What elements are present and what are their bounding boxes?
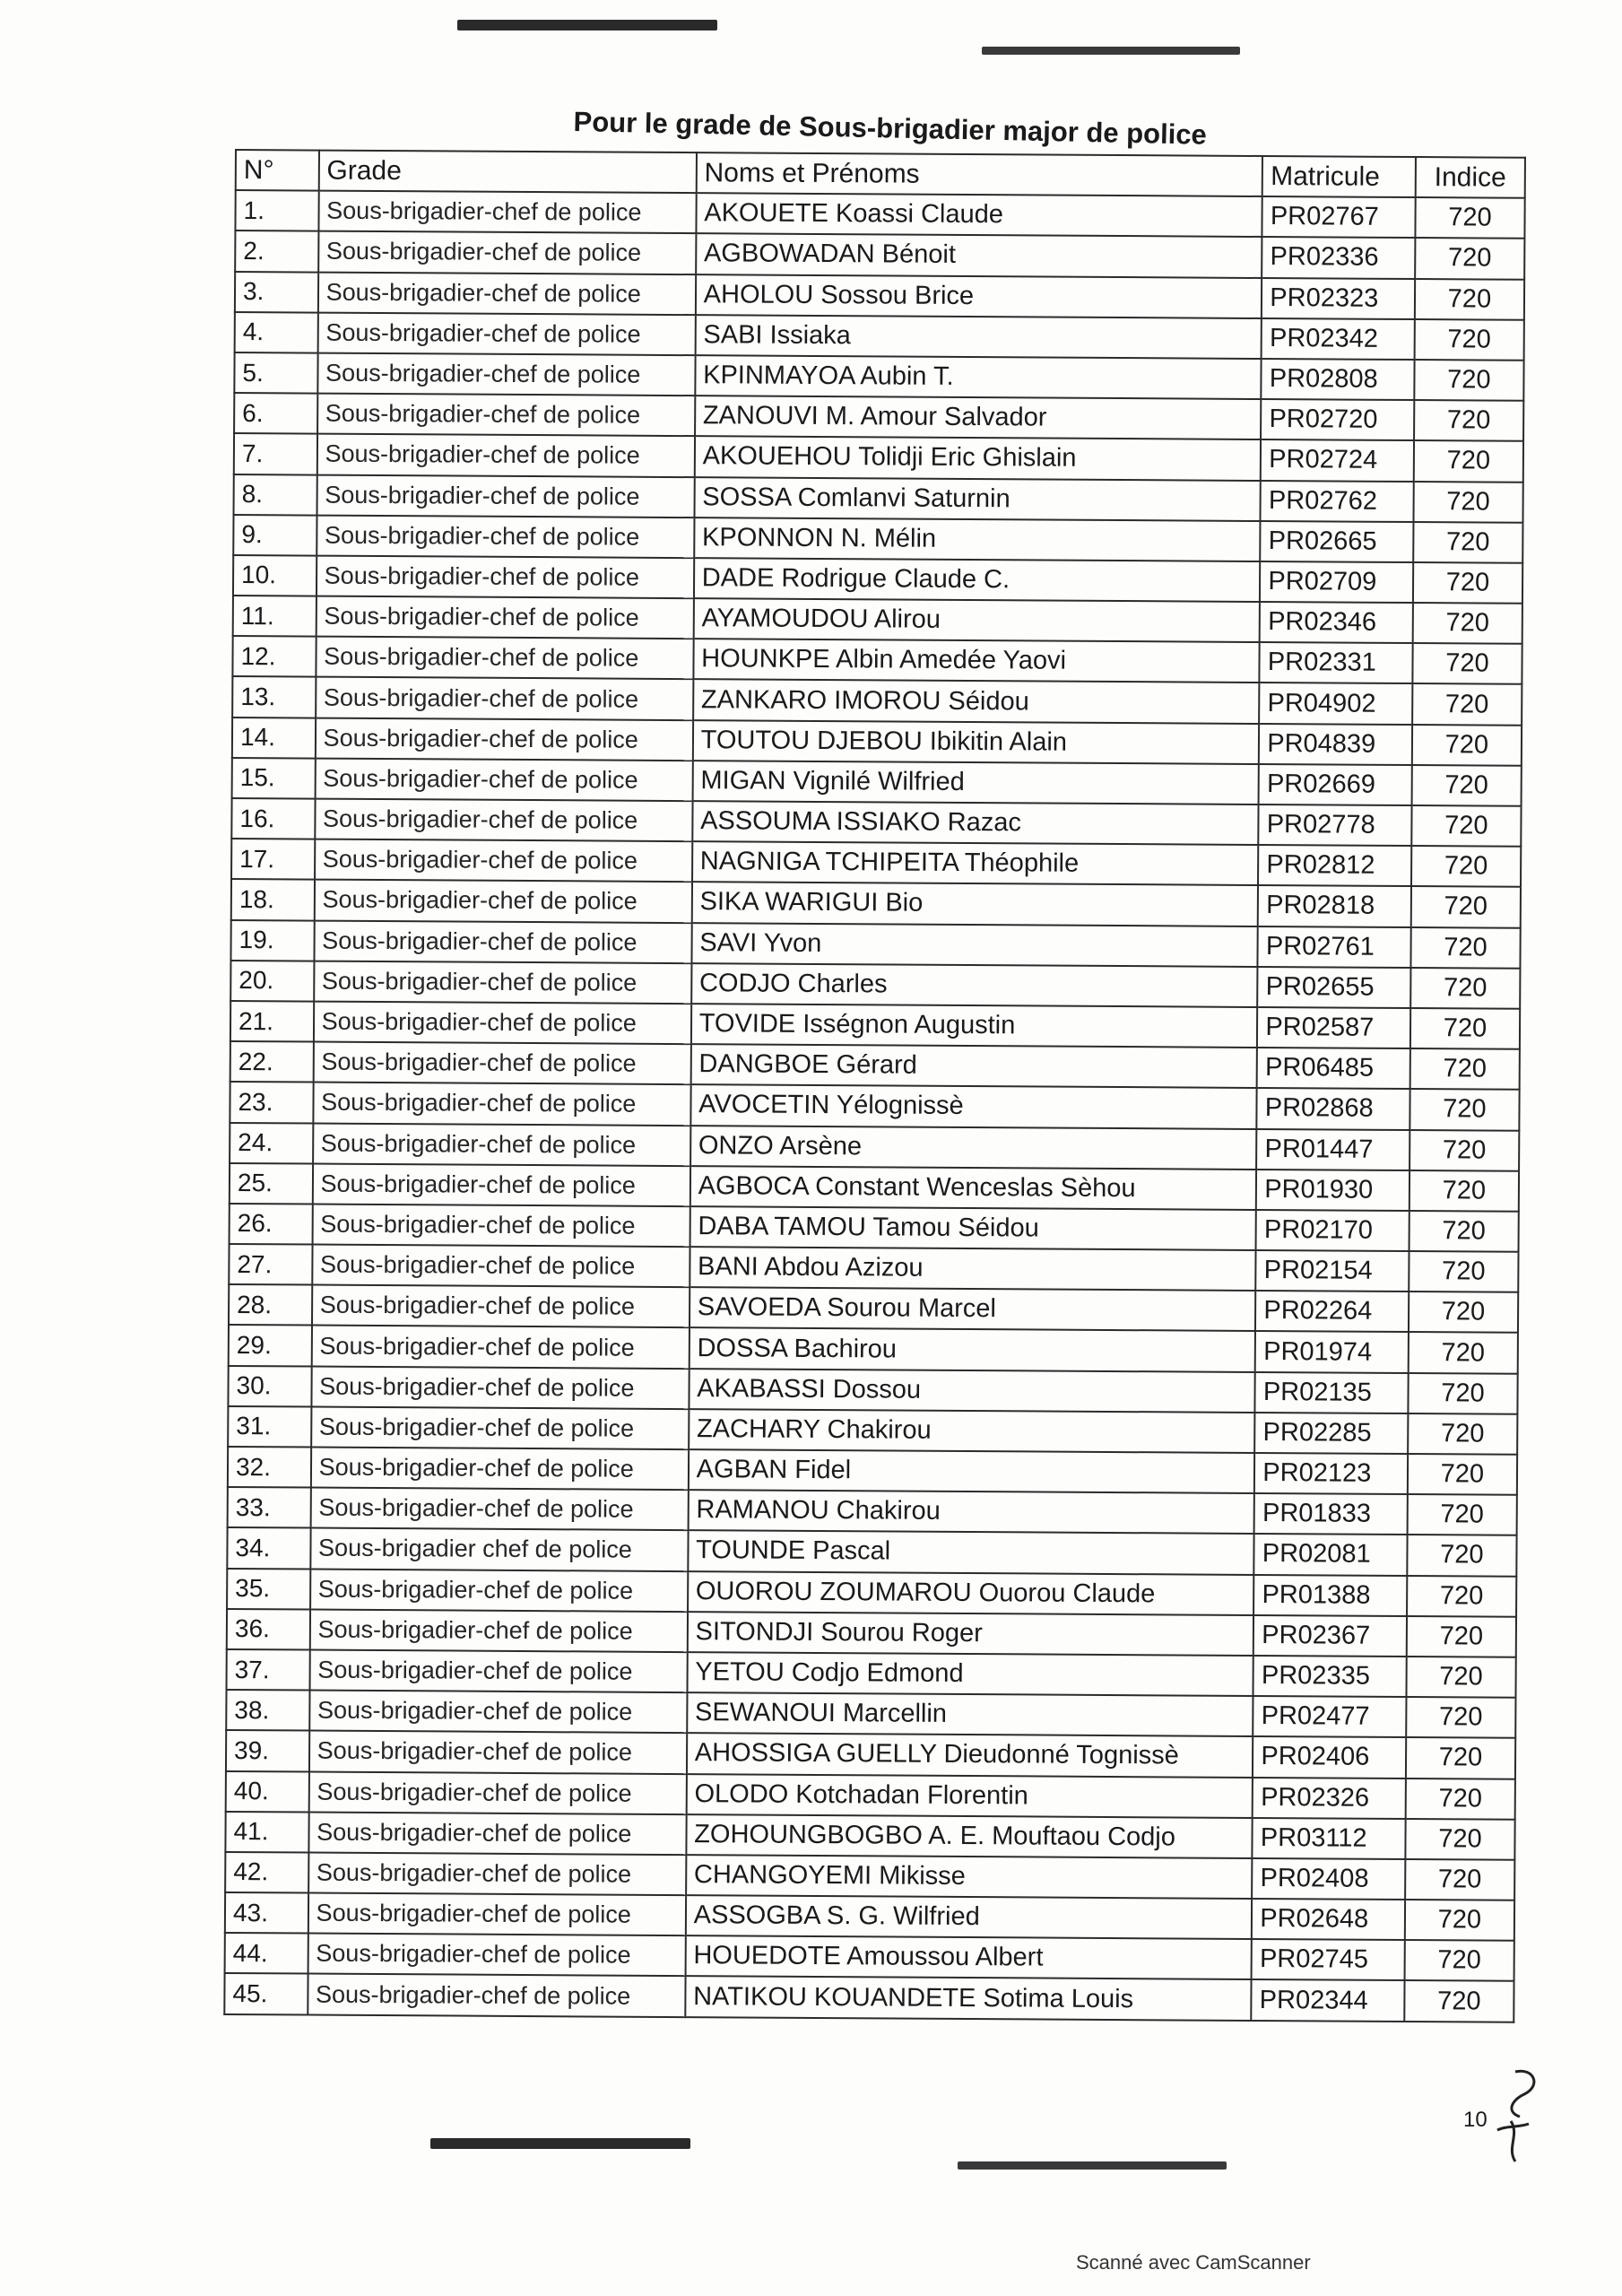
row-number: 40. <box>226 1770 309 1812</box>
row-number: 11. <box>233 596 317 637</box>
row-name: SAVOEDA Sourou Marcel <box>690 1287 1256 1331</box>
row-indice: 720 <box>1409 1048 1519 1090</box>
row-indice: 720 <box>1406 1657 1515 1698</box>
row-grade: Sous-brigadier-chef de police <box>316 596 693 639</box>
row-indice: 720 <box>1405 1900 1514 1941</box>
row-grade: Sous-brigadier-chef de police <box>314 961 691 1004</box>
row-matricule: PR02326 <box>1253 1777 1406 1818</box>
row-indice: 720 <box>1409 1251 1518 1292</box>
row-grade: Sous-brigadier-chef de police <box>315 799 692 842</box>
row-name: KPONNON N. Mélin <box>694 517 1261 561</box>
row-matricule: PR02745 <box>1252 1939 1405 1980</box>
row-indice: 720 <box>1412 643 1522 684</box>
row-number: 6. <box>234 393 317 434</box>
row-indice: 720 <box>1407 1494 1516 1535</box>
row-name: DOSSA Bachirou <box>689 1328 1255 1372</box>
table-body <box>224 190 1524 2022</box>
row-grade: Sous-brigadier-chef de police <box>312 1163 690 1206</box>
row-name: AKOUETE Koassi Claude <box>696 193 1262 237</box>
row-matricule: PR02323 <box>1262 278 1415 319</box>
top-left-marker <box>457 20 717 30</box>
row-grade: Sous-brigadier-chef de police <box>308 1852 686 1895</box>
row-grade: Sous-brigadier-chef de police <box>315 718 692 761</box>
row-indice: 720 <box>1411 765 1521 806</box>
row-number: 9. <box>233 515 317 556</box>
row-name: ZANOUVI M. Amour Salvador <box>695 396 1262 439</box>
row-indice: 720 <box>1411 886 1521 927</box>
row-name: AVOCETIN Yélognissè <box>690 1084 1257 1128</box>
row-name: ZANKARO IMOROU Séidou <box>693 680 1260 724</box>
row-indice: 720 <box>1410 1008 1520 1049</box>
row-grade: Sous-brigadier-chef de police <box>312 1245 690 1288</box>
row-number: 8. <box>234 474 317 515</box>
row-grade: Sous-brigadier-chef de police <box>312 1285 690 1328</box>
row-indice: 720 <box>1407 1616 1516 1657</box>
promotion-table <box>223 149 1526 2022</box>
row-number: 5. <box>234 352 317 394</box>
row-matricule: PR02342 <box>1262 318 1415 360</box>
row-grade: Sous-brigadier-chef de police <box>312 1204 690 1247</box>
row-name: AGBOCA Constant Wenceslas Sèhou <box>690 1166 1257 1210</box>
row-indice: 720 <box>1409 1292 1518 1333</box>
row-number: 35. <box>227 1569 310 1610</box>
header-grade: Grade <box>318 151 696 194</box>
row-indice: 720 <box>1413 603 1522 644</box>
row-name: TOVIDE Isségnon Augustin <box>691 1004 1258 1048</box>
row-matricule: PR02336 <box>1262 237 1415 278</box>
row-indice: 720 <box>1411 846 1521 887</box>
row-grade: Sous-brigadier-chef de police <box>314 920 691 963</box>
row-indice: 720 <box>1415 197 1524 239</box>
row-grade: Sous-brigadier-chef de police <box>317 515 694 558</box>
row-matricule: PR01447 <box>1256 1128 1409 1170</box>
row-name: SEWANOUI Marcellin <box>687 1692 1253 1736</box>
row-name: SIKA WARIGUI Bio <box>691 883 1258 926</box>
row-number: 13. <box>232 676 316 718</box>
row-grade: Sous-brigadier-chef de police <box>310 1569 688 1612</box>
row-matricule: PR02285 <box>1254 1413 1408 1454</box>
row-name: AHOLOU Sossou Brice <box>696 274 1262 318</box>
row-number: 2. <box>235 230 318 272</box>
row-name: DANGBOE Gérard <box>690 1044 1257 1088</box>
row-indice: 720 <box>1414 400 1523 441</box>
row-matricule: PR02123 <box>1254 1453 1408 1494</box>
row-number: 17. <box>231 839 315 880</box>
bottom-left-marker <box>430 2138 690 2149</box>
row-matricule: PR02406 <box>1253 1736 1406 1778</box>
row-number: 25. <box>230 1163 313 1205</box>
row-matricule: PR02868 <box>1257 1088 1410 1129</box>
row-matricule: PR02081 <box>1254 1534 1408 1575</box>
row-name: RAMANOU Chakirou <box>688 1490 1254 1534</box>
row-name: YETOU Codjo Edmond <box>687 1652 1253 1696</box>
row-matricule: PR02761 <box>1258 926 1411 968</box>
row-grade: Sous-brigadier-chef de police <box>317 474 694 517</box>
row-number: 19. <box>230 920 314 961</box>
row-matricule: PR02331 <box>1260 642 1413 683</box>
row-name: OLODO Kotchadan Florentin <box>686 1774 1253 1818</box>
top-right-marker <box>982 47 1240 55</box>
row-indice: 720 <box>1405 1859 1514 1900</box>
row-indice: 720 <box>1406 1697 1515 1738</box>
row-number: 22. <box>230 1041 314 1083</box>
row-name: TOUTOU DJEBOU Ibikitin Alain <box>693 720 1260 764</box>
row-indice: 720 <box>1405 1819 1514 1860</box>
header-number: N° <box>236 150 319 191</box>
bottom-right-marker <box>958 2161 1227 2170</box>
row-number: 20. <box>230 961 314 1002</box>
table-row <box>224 1973 1514 2022</box>
row-grade: Sous-brigadier-chef de police <box>317 353 695 396</box>
row-name: AYAMOUDOU Alirou <box>693 598 1260 642</box>
row-matricule: PR02648 <box>1252 1899 1405 1940</box>
row-name: KPINMAYOA Aubin T. <box>695 355 1262 399</box>
header-matricule: Matricule <box>1262 156 1416 197</box>
row-name: NATIKOU KOUANDETE Sotima Louis <box>685 1977 1252 2021</box>
row-grade: Sous-brigadier-chef de police <box>315 839 692 883</box>
row-grade: Sous-brigadier-chef de police <box>313 1123 690 1166</box>
row-number: 43. <box>225 1892 308 1934</box>
row-number: 34. <box>227 1527 310 1569</box>
row-number: 29. <box>229 1325 312 1366</box>
row-matricule: PR02408 <box>1252 1858 1405 1900</box>
row-indice: 720 <box>1415 238 1524 279</box>
row-matricule: PR01388 <box>1253 1575 1407 1616</box>
row-indice: 720 <box>1408 1413 1517 1455</box>
row-name: SITONDJI Sourou Roger <box>687 1612 1253 1656</box>
row-matricule: PR02720 <box>1261 399 1414 440</box>
row-matricule: PR02724 <box>1261 439 1414 481</box>
row-number: 37. <box>227 1649 310 1691</box>
row-grade: Sous-brigadier-chef de police <box>311 1448 689 1491</box>
row-name: ZACHARY Chakirou <box>689 1409 1255 1453</box>
row-indice: 720 <box>1409 1089 1519 1130</box>
row-matricule: PR01833 <box>1254 1493 1408 1535</box>
row-name: OUOROU ZOUMAROU Ouorou Claude <box>688 1571 1254 1615</box>
row-matricule: PR06485 <box>1257 1048 1410 1089</box>
row-indice: 720 <box>1409 1170 1519 1212</box>
header-name: Noms et Prénoms <box>696 152 1262 196</box>
row-number: 10. <box>233 555 317 596</box>
row-indice: 720 <box>1406 1737 1515 1779</box>
row-number: 31. <box>228 1406 311 1448</box>
row-indice: 720 <box>1414 440 1523 482</box>
row-indice: 720 <box>1413 562 1522 604</box>
row-name: ASSOGBA S. G. Wilfried <box>686 1895 1253 1939</box>
row-matricule: PR01974 <box>1255 1331 1409 1372</box>
row-indice: 720 <box>1410 927 1520 969</box>
row-grade: Sous-brigadier-chef de police <box>311 1326 689 1369</box>
row-indice: 720 <box>1413 482 1522 523</box>
row-matricule: PR02812 <box>1258 845 1411 886</box>
row-grade: Sous-brigadier-chef de police <box>318 231 696 274</box>
row-matricule: PR02264 <box>1255 1291 1409 1332</box>
row-indice: 720 <box>1409 1332 1518 1373</box>
row-grade: Sous-brigadier-chef de police <box>310 1488 688 1531</box>
row-grade: Sous-brigadier-chef de police <box>308 1974 685 2017</box>
row-matricule: PR02170 <box>1256 1210 1409 1251</box>
row-matricule: PR02346 <box>1260 602 1413 643</box>
row-grade: Sous-brigadier-chef de police <box>311 1406 689 1449</box>
row-number: 1. <box>235 190 318 231</box>
row-name: AKOUEHOU Tolidji Eric Ghislain <box>694 436 1261 480</box>
row-matricule: PR02665 <box>1261 521 1414 562</box>
row-grade: Sous-brigadier-chef de police <box>308 1934 685 1977</box>
row-matricule: PR03112 <box>1253 1818 1406 1859</box>
row-number: 36. <box>227 1609 310 1650</box>
row-name: AKABASSI Dossou <box>689 1369 1255 1413</box>
row-number: 3. <box>235 272 318 313</box>
row-matricule: PR02669 <box>1259 764 1412 805</box>
row-matricule: PR02762 <box>1261 480 1414 521</box>
row-name: AHOSSIGA GUELLY Dieudonné Tognissè <box>687 1733 1253 1777</box>
row-number: 21. <box>230 1001 314 1042</box>
row-number: 4. <box>235 312 318 353</box>
row-grade: Sous-brigadier-chef de police <box>309 1691 687 1734</box>
row-name: ASSOUMA ISSIAKO Razac <box>692 801 1259 845</box>
row-matricule: PR02135 <box>1255 1372 1409 1413</box>
row-name: HOUNKPE Albin Amedée Yaovi <box>693 639 1260 683</box>
row-matricule: PR02335 <box>1253 1656 1407 1697</box>
row-grade: Sous-brigadier-chef de police <box>317 312 695 355</box>
document-title: Pour le grade de Sous-brigadier major de police <box>573 106 1208 151</box>
row-number: 45. <box>224 1973 308 2014</box>
row-name: AGBOWADAN Bénoit <box>696 234 1262 278</box>
row-name: AGBAN Fidel <box>689 1449 1255 1493</box>
row-grade: Sous-brigadier-chef de police <box>308 1893 685 1936</box>
row-grade: Sous-brigadier-chef de police <box>314 1001 691 1044</box>
row-indice: 720 <box>1404 1980 1514 2022</box>
row-matricule: PR02655 <box>1258 967 1411 1008</box>
row-matricule: PR02154 <box>1256 1250 1409 1292</box>
row-name: CHANGOYEMI Mikisse <box>686 1855 1253 1899</box>
row-grade: Sous-brigadier-chef de police <box>317 555 694 598</box>
row-indice: 720 <box>1409 1130 1519 1171</box>
row-name: ONZO Arsène <box>690 1126 1257 1170</box>
row-number: 15. <box>232 758 316 799</box>
row-matricule: PR02767 <box>1262 196 1416 238</box>
row-name: HOUEDOTE Amoussou Albert <box>685 1935 1252 1979</box>
row-grade: Sous-brigadier-chef de police <box>308 1771 686 1814</box>
row-indice: 720 <box>1413 522 1522 563</box>
row-matricule: PR02344 <box>1252 1979 1405 2021</box>
row-indice: 720 <box>1412 683 1522 725</box>
row-number: 27. <box>229 1244 312 1285</box>
row-name: NAGNIGA TCHIPEITA Théophile <box>692 841 1259 885</box>
row-number: 24. <box>230 1122 313 1163</box>
row-indice: 720 <box>1404 1940 1514 1981</box>
row-number: 14. <box>232 718 316 759</box>
row-indice: 720 <box>1408 1454 1517 1495</box>
row-name: MIGAN Vignilé Wilfried <box>692 761 1259 804</box>
row-indice: 720 <box>1408 1373 1517 1414</box>
row-indice: 720 <box>1411 805 1521 847</box>
row-indice: 720 <box>1410 968 1520 1009</box>
row-grade: Sous-brigadier-chef de police <box>317 434 694 477</box>
row-grade: Sous-brigadier-chef de police <box>317 394 695 437</box>
row-grade: Sous-brigadier-chef de police <box>314 880 691 923</box>
row-indice: 720 <box>1407 1535 1516 1576</box>
row-matricule: PR02367 <box>1253 1615 1407 1657</box>
row-grade: Sous-brigadier-chef de police <box>313 1042 690 1085</box>
row-matricule: PR04839 <box>1259 724 1412 765</box>
row-matricule: PR01930 <box>1256 1170 1409 1211</box>
row-number: 44. <box>225 1933 308 1974</box>
row-grade: Sous-brigadier-chef de police <box>318 272 696 315</box>
row-number: 30. <box>228 1366 311 1407</box>
row-grade: Sous-brigadier-chef de police <box>309 1731 687 1774</box>
row-indice: 720 <box>1407 1576 1516 1617</box>
table-container <box>223 149 1526 2022</box>
row-indice: 720 <box>1409 1211 1518 1252</box>
scan-footer: Scanné avec CamScanner <box>1076 2251 1311 2274</box>
row-name: TOUNDE Pascal <box>688 1530 1254 1574</box>
row-name: SAVI Yvon <box>691 923 1258 967</box>
row-grade: Sous-brigadier-chef de police <box>311 1366 689 1409</box>
header-indice: Indice <box>1416 157 1525 198</box>
row-number: 26. <box>230 1204 313 1245</box>
row-name: DADE Rodrigue Claude C. <box>694 558 1261 602</box>
row-number: 32. <box>228 1447 311 1488</box>
handwritten-signature <box>1479 2063 1551 2170</box>
row-grade: Sous-brigadier-chef de police <box>316 677 693 720</box>
row-grade: Sous-brigadier chef de police <box>310 1528 688 1571</box>
row-grade: Sous-brigadier-chef de police <box>316 637 693 680</box>
row-number: 39. <box>226 1730 309 1771</box>
row-number: 16. <box>231 798 315 839</box>
row-indice: 720 <box>1414 360 1523 401</box>
row-indice: 720 <box>1414 319 1523 361</box>
row-grade: Sous-brigadier-chef de police <box>318 191 696 234</box>
row-grade: Sous-brigadier-chef de police <box>309 1609 687 1652</box>
row-number: 18. <box>231 879 315 920</box>
page-number: 10 <box>1463 2108 1488 2132</box>
row-indice: 720 <box>1415 279 1524 320</box>
row-number: 38. <box>226 1690 309 1731</box>
row-number: 42. <box>225 1852 308 1893</box>
row-number: 33. <box>228 1487 311 1528</box>
row-name: ZOHOUNGBOGBO A. E. Mouftaou Codjo <box>686 1814 1253 1858</box>
row-grade: Sous-brigadier-chef de police <box>309 1649 687 1692</box>
row-indice: 720 <box>1412 725 1522 766</box>
row-grade: Sous-brigadier-chef de police <box>313 1083 690 1126</box>
row-name: SOSSA Comlanvi Saturnin <box>694 477 1261 521</box>
row-number: 7. <box>234 433 317 474</box>
row-matricule: PR02808 <box>1262 359 1415 400</box>
row-grade: Sous-brigadier-chef de police <box>308 1812 686 1855</box>
row-matricule: PR02587 <box>1257 1007 1410 1048</box>
row-matricule: PR02778 <box>1259 804 1412 846</box>
row-name: CODJO Charles <box>691 963 1258 1007</box>
row-number: 28. <box>229 1284 312 1326</box>
row-number: 41. <box>225 1812 308 1853</box>
row-indice: 720 <box>1406 1779 1515 1820</box>
row-grade: Sous-brigadier-chef de police <box>315 758 692 801</box>
row-matricule: PR04902 <box>1259 683 1412 724</box>
row-name: SABI Issiaka <box>695 315 1262 359</box>
row-number: 12. <box>232 636 316 677</box>
row-matricule: PR02477 <box>1253 1696 1407 1737</box>
row-matricule: PR02709 <box>1260 561 1413 603</box>
row-name: DABA TAMOU Tamou Séidou <box>690 1206 1256 1250</box>
row-matricule: PR02818 <box>1258 885 1411 926</box>
row-name: BANI Abdou Azizou <box>690 1247 1256 1291</box>
row-number: 23. <box>230 1082 313 1123</box>
